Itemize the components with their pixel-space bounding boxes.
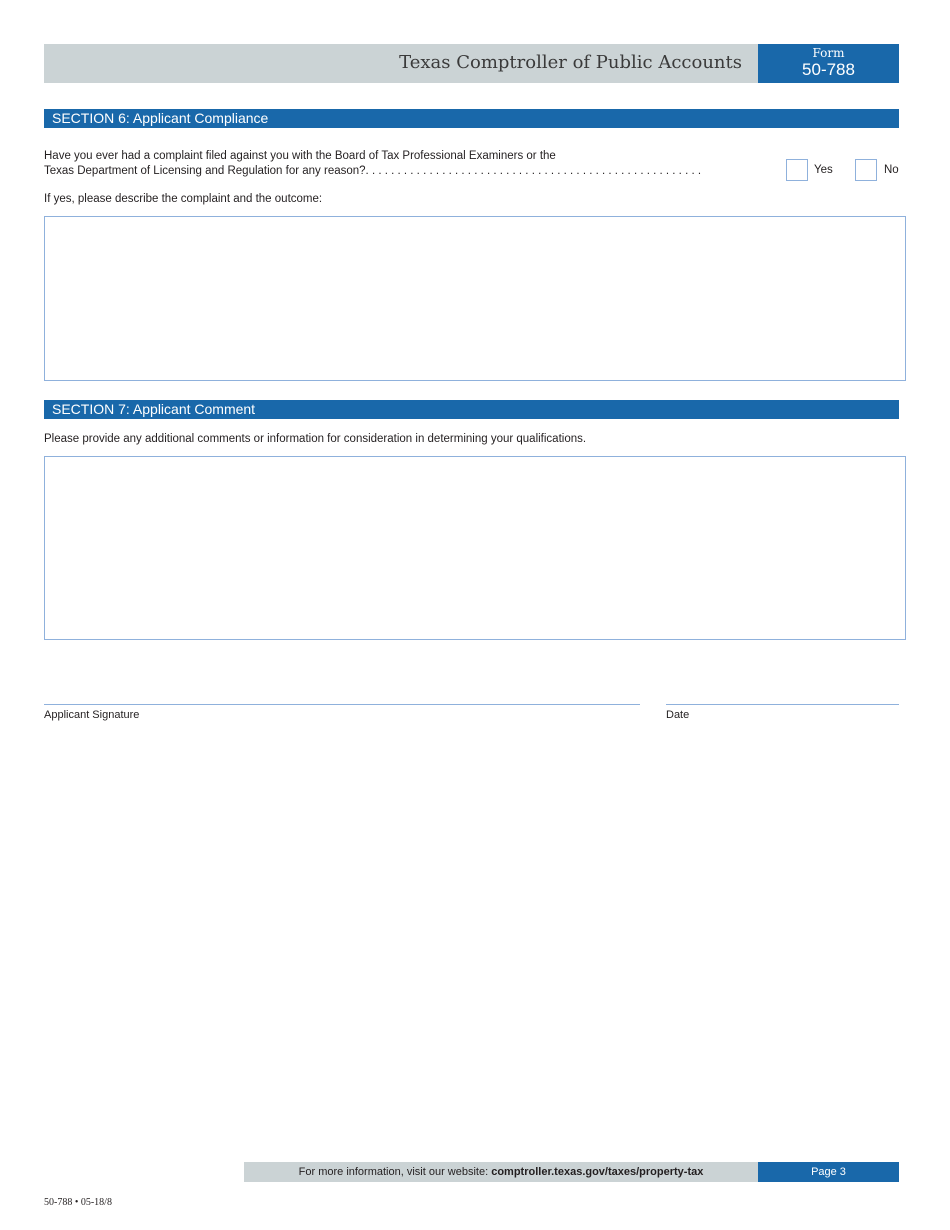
complaint-description-field[interactable] [44, 216, 906, 381]
footer-info-text: For more information, visit our website: [298, 1166, 492, 1178]
question-line-2: Texas Department of Licensing and Regulation for any reason?. . . . . . . . . . . . . . . . . . . . . . . . . . . . . . . . . . . . . . . . . . . . . . . . . . . . . [44, 165, 702, 177]
describe-prompt: If yes, please describe the complaint and the outcome: [44, 193, 323, 205]
page-number: Page 3 [758, 1162, 899, 1182]
date-label: Date [666, 709, 690, 721]
yes-checkbox[interactable] [786, 159, 808, 181]
form-number-box [758, 44, 899, 83]
comment-prompt: Please provide any additional comments or information for consideration in determining your qualifications. [44, 433, 587, 445]
section-7-header [44, 400, 899, 419]
signature-label: Applicant Signature [44, 709, 140, 721]
website-link[interactable]: comptroller.texas.gov/taxes/property-tax [491, 1166, 704, 1178]
no-label: No [884, 164, 899, 176]
yes-label: Yes [814, 164, 833, 176]
footer-info-bar [244, 1162, 758, 1182]
signature-line[interactable] [44, 704, 640, 705]
form-number: 50-788 [802, 60, 855, 79]
date-line[interactable] [666, 704, 899, 705]
section-6-header [44, 109, 899, 128]
section-7-title: SECTION 7: Applicant Comment [52, 401, 256, 417]
section-6-title: SECTION 6: Applicant Compliance [52, 110, 269, 126]
comment-field[interactable] [44, 456, 906, 640]
agency-title: Texas Comptroller of Public Accounts [399, 52, 742, 73]
compliance-question [44, 149, 764, 179]
header-bar [44, 44, 758, 83]
form-label: Form [812, 46, 845, 60]
no-checkbox[interactable] [855, 159, 877, 181]
form-code: 50-788 • 05-18/8 [44, 1197, 112, 1208]
question-line-1: Have you ever had a complaint filed against you with the Board of Tax Professional Examiners or the [44, 150, 556, 162]
